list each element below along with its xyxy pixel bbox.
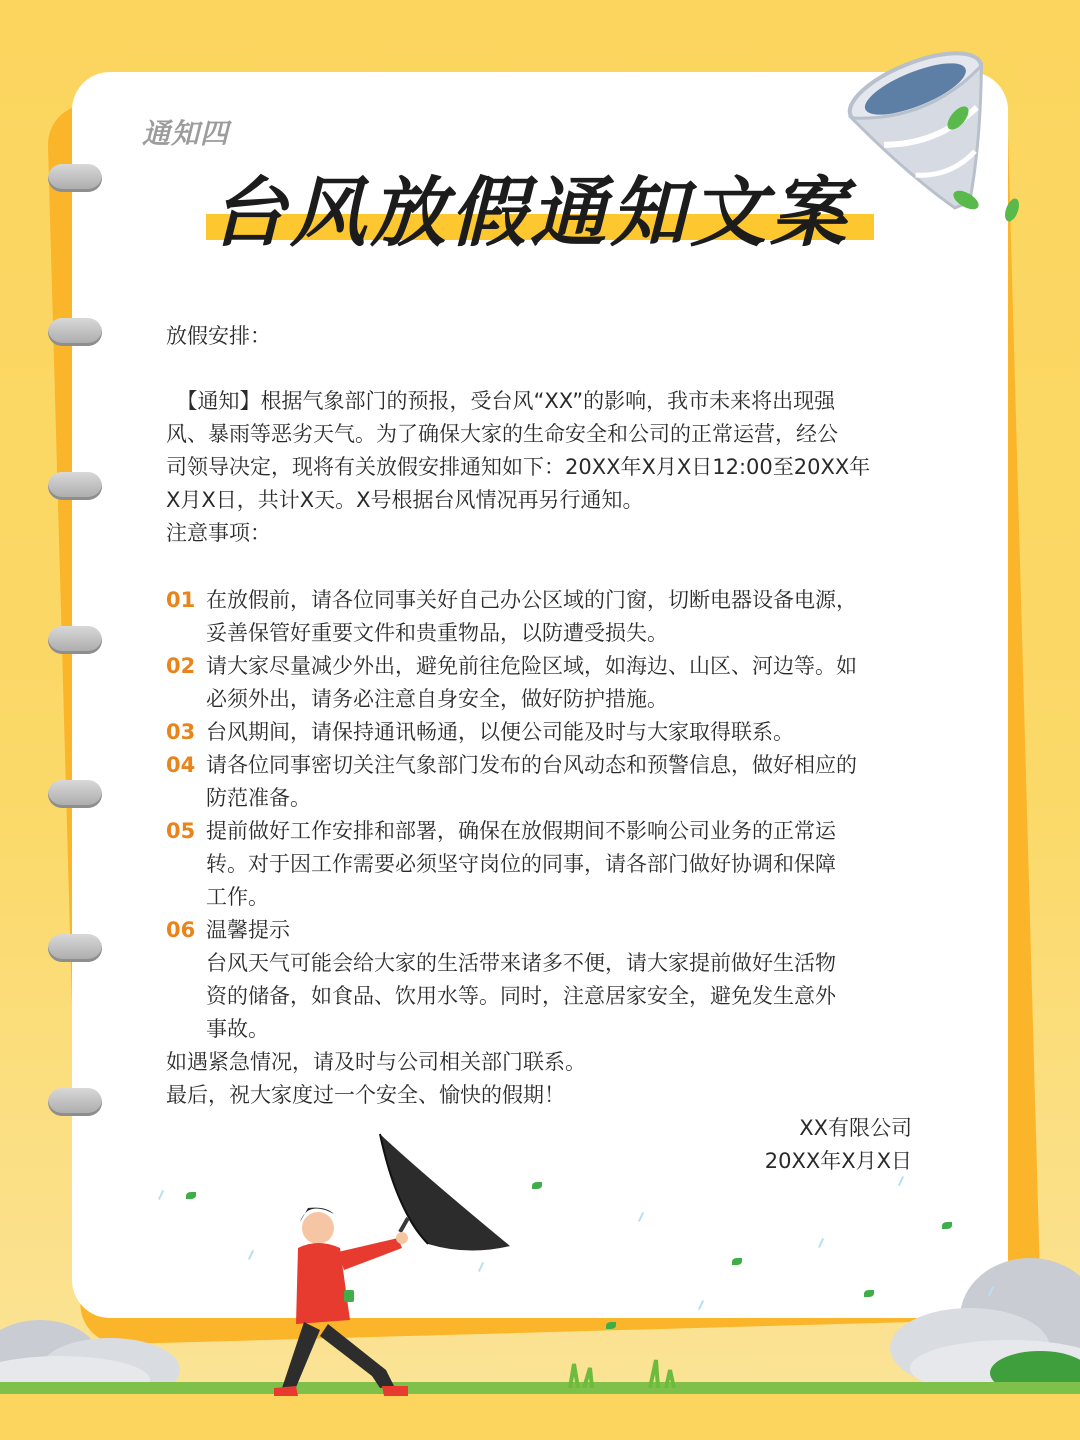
- section-heading-notes: 注意事项：: [166, 521, 271, 545]
- item-text: 台风期间，请保持通讯畅通，以便公司能及时与大家取得联系。: [206, 720, 794, 744]
- cloud-right-illustration: [860, 1248, 1080, 1398]
- list-item: [166, 650, 926, 716]
- binder-ring: [48, 1088, 102, 1116]
- notice-paragraph-line: X月X日，共计X天。X号根据台风情况再另行通知。: [166, 488, 644, 512]
- binder-ring: [48, 934, 102, 962]
- leaf-icon: [532, 1182, 542, 1189]
- binder-ring: [48, 472, 102, 500]
- item-number: 03: [166, 720, 196, 744]
- list-item: [166, 749, 926, 815]
- footer-band: [0, 1394, 1080, 1440]
- item-number: 01: [166, 588, 196, 612]
- list-item: [166, 716, 926, 749]
- leaf-icon: [864, 1290, 874, 1297]
- company-name: XX有限公司: [799, 1116, 912, 1140]
- binder-ring: [48, 626, 102, 654]
- item-number: 02: [166, 654, 196, 678]
- item-text: 请大家尽量减少外出，避免前往危险区域，如海边、山区、河边等。如 必须外出，请务必注意自身安全，做好防护措施。: [206, 654, 857, 711]
- leaf-icon: [1002, 197, 1021, 224]
- item-number: 04: [166, 753, 196, 777]
- list-item: [166, 584, 926, 650]
- notice-number: 通知四: [142, 117, 230, 150]
- item-number: 05: [166, 819, 196, 843]
- item-text: 提前做好工作安排和部署，确保在放假期间不影响公司业务的正常运 转。对于因工作需要必须坚守岗位的同事，请各部门做好协调和保障 工作。: [206, 819, 836, 909]
- item-text: 温馨提示 台风天气可能会给大家的生活带来诸多不便，请大家提前做好生活物 资的储备，如食品、饮用水等。同时，注意居家安全，避免发生意外 事故。: [206, 918, 836, 1041]
- grass-illustration: [560, 1358, 700, 1388]
- leaf-icon: [186, 1192, 196, 1199]
- page-title: 台风放假通知文案: [210, 168, 850, 257]
- list-item: [166, 815, 926, 914]
- tornado-illustration: [836, 40, 1036, 240]
- notice-paragraph-line: 司领导决定，现将有关放假安排通知如下：20XX年X月X日12:00至20XX年: [166, 455, 871, 479]
- leaf-icon: [942, 1222, 952, 1229]
- signature-date: 20XX年X月X日: [764, 1149, 912, 1173]
- list-item: [166, 914, 926, 1046]
- notice-paragraph-line: 风、暴雨等恶劣天气。为了确保大家的生命安全和公司的正常运营，经公: [166, 422, 838, 446]
- leaf-icon: [606, 1322, 616, 1329]
- closing-line: 如遇紧急情况，请及时与公司相关部门联系。: [166, 1050, 586, 1074]
- item-text: 请各位同事密切关注气象部门发布的台风动态和预警信息，做好相应的 防范准备。: [206, 753, 857, 810]
- leaf-icon: [732, 1258, 742, 1265]
- binder-ring: [48, 164, 102, 192]
- section-heading-holiday: 放假安排：: [166, 324, 271, 348]
- binder-ring: [48, 780, 102, 808]
- binder-ring: [48, 318, 102, 346]
- notice-paragraph-line: 【通知】根据气象部门的预报，受台风“XX”的影响，我市未来将出现强: [166, 389, 836, 413]
- closing-line: 最后，祝大家度过一个安全、愉快的假期！: [166, 1083, 565, 1107]
- item-number: 06: [166, 918, 196, 942]
- item-text: 在放假前，请各位同事关好自己办公区域的门窗，切断电器设备电源， 妥善保管好重要文件和贵重物品，以防遭受损失。: [206, 588, 857, 645]
- notes-list: [166, 584, 926, 1046]
